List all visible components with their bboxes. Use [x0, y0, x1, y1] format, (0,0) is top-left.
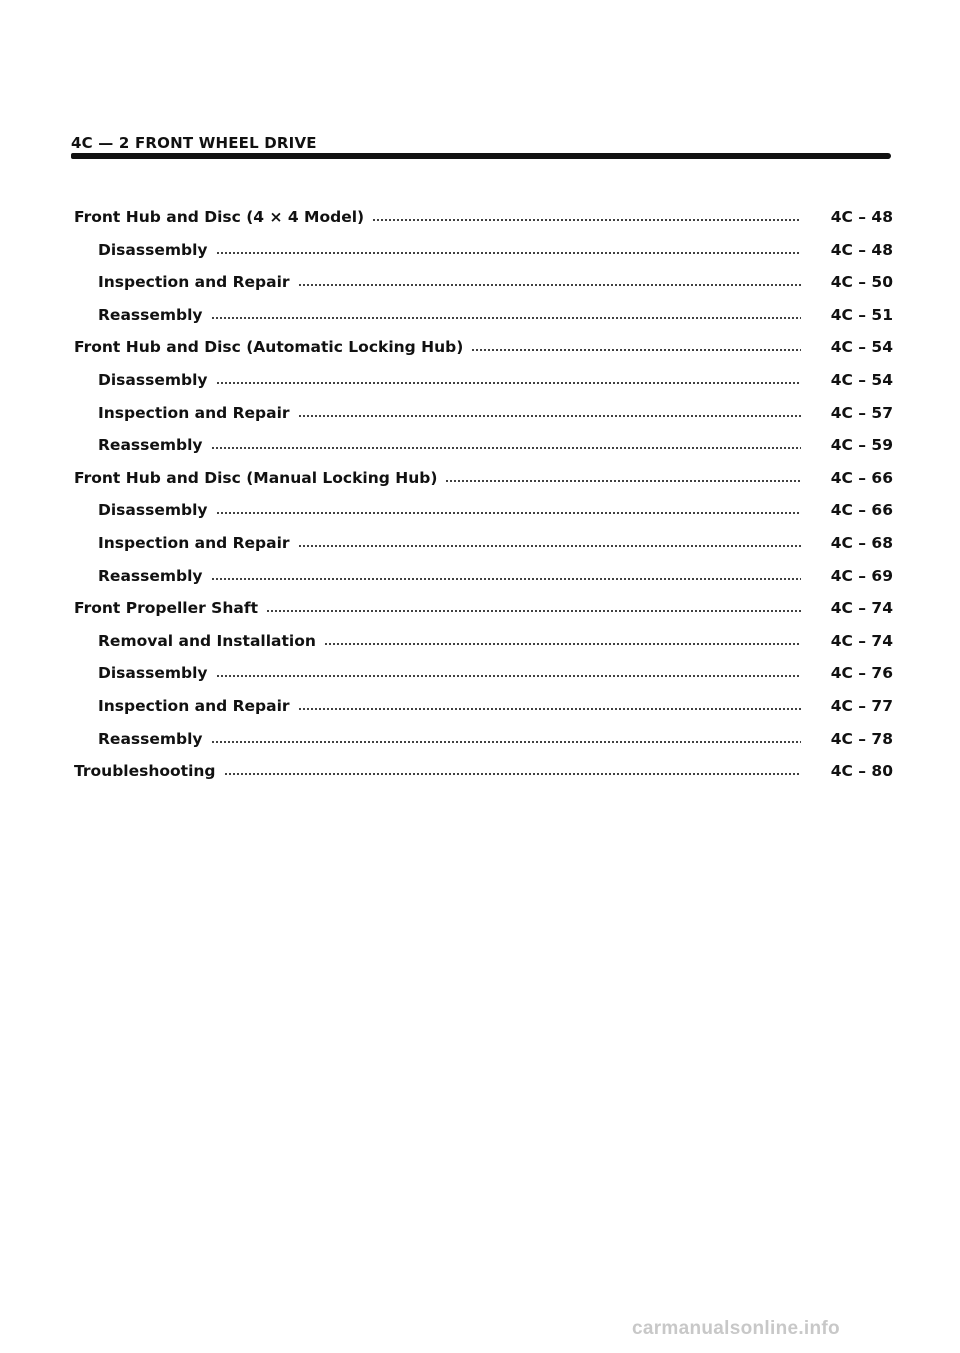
watermark-text: carmanualsonline.info [632, 1318, 840, 1339]
toc-entry-page: 4C – 66 [830, 501, 893, 519]
toc-entry-page: 4C – 68 [830, 534, 893, 552]
toc-leader-dots [216, 675, 802, 677]
toc-entry-title: Front Propeller Shaft [74, 599, 258, 617]
toc-entry-title: Disassembly [98, 501, 208, 519]
toc-entry-title: Reassembly [98, 306, 203, 324]
toc-entry-page: 4C – 76 [830, 664, 893, 682]
toc-entry [98, 522, 893, 552]
toc-entry [98, 424, 893, 454]
toc-entry-page: 4C – 48 [830, 241, 893, 259]
toc-entry [98, 718, 893, 748]
toc-leader-dots [211, 741, 801, 743]
toc-entry-page: 4C – 57 [830, 404, 893, 422]
toc-entry-page: 4C – 54 [830, 338, 893, 356]
toc-leader-dots [298, 545, 801, 547]
toc-entry-page: 4C – 77 [830, 697, 893, 715]
toc-entry-page: 4C – 74 [830, 599, 893, 617]
toc-entry-page: 4C – 74 [830, 632, 893, 650]
toc-entry [98, 620, 893, 650]
toc-entry [98, 261, 893, 291]
toc-entry [74, 587, 893, 617]
toc-entry [98, 685, 893, 715]
toc-leader-dots [298, 708, 801, 710]
toc-entry [74, 326, 893, 356]
toc-entry-title: Inspection and Repair [98, 404, 290, 422]
toc-entry-title: Disassembly [98, 241, 208, 259]
toc-entry-title: Front Hub and Disc (Manual Locking Hub) [74, 469, 438, 487]
toc-entry-page: 4C – 59 [830, 436, 893, 454]
toc-entry-page: 4C – 66 [830, 469, 893, 487]
toc-entry-page: 4C – 54 [830, 371, 893, 389]
toc-entry-page: 4C – 69 [830, 567, 893, 585]
toc-entry-title: Inspection and Repair [98, 534, 290, 552]
toc-leader-dots [216, 382, 802, 384]
toc-entry-title: Inspection and Repair [98, 273, 290, 291]
toc-entry [98, 652, 893, 682]
toc-entry-page: 4C – 80 [830, 762, 893, 780]
toc-entry-title: Reassembly [98, 567, 203, 585]
toc-entry [74, 457, 893, 487]
toc-entry-page: 4C – 48 [830, 208, 893, 226]
toc-entry [98, 294, 893, 324]
toc-entry-title: Disassembly [98, 664, 208, 682]
toc-entry [98, 489, 893, 519]
toc-entry [98, 555, 893, 585]
toc-entry [98, 229, 893, 259]
toc-leader-dots [266, 610, 801, 612]
toc-leader-dots [324, 643, 801, 645]
toc-entry-title: Reassembly [98, 730, 203, 748]
toc-leader-dots [445, 480, 801, 482]
toc-entry [74, 196, 893, 226]
toc-entry-title: Troubleshooting [74, 762, 216, 780]
toc-entry-page: 4C – 51 [830, 306, 893, 324]
toc-entry-title: Reassembly [98, 436, 203, 454]
toc-leader-dots [216, 512, 802, 514]
toc-leader-dots [216, 252, 802, 254]
toc-leader-dots [224, 773, 801, 775]
toc-entry-title: Front Hub and Disc (Automatic Locking Hub) [74, 338, 464, 356]
toc-leader-dots [211, 578, 801, 580]
page-header-title: 4C — 2 FRONT WHEEL DRIVE [71, 134, 317, 152]
toc-entry-title: Disassembly [98, 371, 208, 389]
toc-leader-dots [298, 415, 801, 417]
toc-entry [98, 359, 893, 389]
toc-leader-dots [211, 317, 801, 319]
toc-leader-dots [298, 284, 801, 286]
toc-leader-dots [471, 349, 801, 351]
toc-entry-title: Inspection and Repair [98, 697, 290, 715]
toc-entry-page: 4C – 50 [830, 273, 893, 291]
toc-leader-dots [372, 219, 801, 221]
toc-entry [98, 392, 893, 422]
header-rule [71, 153, 891, 159]
toc-leader-dots [211, 447, 801, 449]
toc-entry-title: Removal and Installation [98, 632, 316, 650]
toc-entry-page: 4C – 78 [830, 730, 893, 748]
toc-entry [74, 750, 893, 780]
toc-entry-title: Front Hub and Disc (4 × 4 Model) [74, 208, 365, 226]
